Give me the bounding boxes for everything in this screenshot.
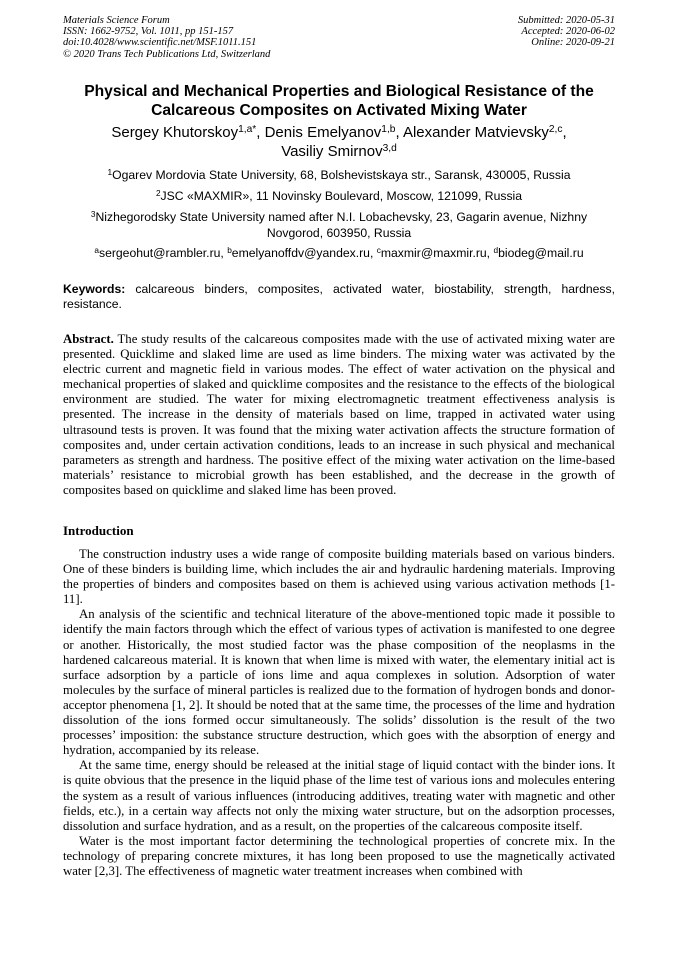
keywords xyxy=(63,282,615,311)
keywords-label: Keywords: xyxy=(63,282,126,296)
publication-dates xyxy=(518,15,615,49)
author: Denis Emelyanov$^{1,b}$, xyxy=(264,123,403,141)
section-heading-introduction: Introduction xyxy=(63,523,134,538)
affiliation-3: $^3$Nizhegorodsky State University named after N.I. Lobachevsky, 23, Gagarin avenue, Nizhny Novgorod, 603950, Russia xyxy=(90,208,588,240)
email-c[interactable]: maxmir@maxmir.ru, xyxy=(380,246,494,260)
email-b[interactable]: emelyanoffdv@yandex.ru, xyxy=(231,246,377,260)
abstract xyxy=(63,332,615,498)
keywords-text: calcareous binders, composites, activated water, biostability, strength, hardness, resistance. xyxy=(63,282,615,311)
paragraph: An analysis of the scientific and technical literature of the above-mentioned topic made it possible to identify the main factors through which the effect of various types of activation is manifested to one degree or another. Historically, the most studied factor was the phase composition of the neoplasms in the hardened calcareous material. It is known that when lime is mixed with water, the elementary initial act is surface adsorption by a particle of ions lime and aqua complexes in solution. Adsorption of water molecules by the surface of mineral particles is realized due to the formation of hydrogen bonds and donor-acceptor phenomena [1, 2]. It should be noted that at the same time, the processes of the lime and hydration dissolution of the ions formed occur simultaneously. The solids’ dissolution is the result of the two processes’ imposition: the substance structure destruction, which goes with the absorption of energy and hydration, accompanied by its release. xyxy=(63,607,615,758)
paragraph: Water is the most important factor determining the technological properties of concrete mix. In the technology of preparing concrete mixtures, it has long been proposed to use the magnetically activated water [2,3]. The effectiveness of magnetic water treatment increases when combined with xyxy=(63,833,615,878)
email-d[interactable]: biodeg@mail.ru xyxy=(498,246,584,260)
abstract-text: The study results of the calcareous composites made with the use of activated mixing water are presented. Quicklime and slaked lime are used as lime binders. The mixing water was activated by the electric current and magnetic field in various modes. The effect of water activation on the physical and mechanical properties of slaked and quicklime composites and the resistance to the effects of the biological environment are studied. The water for mixing electromagnetic treatment effectiveness analysis is presented. The increase in the density of materials based on lime, trapped in activated water using ultrasound tests is proven. It was found that the mixing water activation affects the structure formation of composites and, under certain activation conditions, leads to an increase in such physical and mechanical parameters as strength and hardness. The positive effect of the mixing water activation on the lime-based materials’ resistance to microbial growth has been established, and the decrease in the growth of composites based on quicklime and slaked lime has been proved. xyxy=(63,332,615,497)
paragraph: At the same time, energy should be released at the initial stage of liquid contact with the binder ions. It is quite obvious that the presence in the liquid phase of the lime test of various ions and molecules entering the system as a result of various influences (introducing additives, treating water with magnetic and other fields, etc.), in a certain way affects not only the mixing water structure, but on the adsorption processes, dissolution and surface hydration, and as a result, on the properties of the calcareous composite itself. xyxy=(63,758,615,833)
paper-title: Physical and Mechanical Properties and Biological Resistance of the Calcareous Composites on Activated Mixing Water xyxy=(84,83,594,119)
copyright: © 2020 Trans Tech Publications Ltd, Switzerland xyxy=(63,48,271,60)
doi: doi:10.4028/www.scientific.net/MSF.1011.151 xyxy=(63,37,257,49)
affiliation-1: $^1$Ogarev Mordovia State University, 68, Bolshevistskaya str., Saransk, 430005, Russia xyxy=(107,166,571,182)
paragraph: The construction industry uses a wide range of composite building materials based on various binders. One of these binders is building lime, which includes the air and hydraulic hardening materials. Improving the properties of binders and composites based on them is achieved using various activation methods [1-11]. xyxy=(63,547,615,607)
submitted-date: Submitted: 2020-05-31 xyxy=(517,15,615,26)
journal-info xyxy=(63,15,270,60)
abstract-label: Abstract. xyxy=(63,332,114,346)
accepted-date: Accepted: 2020-06-02 xyxy=(521,26,615,38)
author: Sergey Khutorskoy$^{1,a*}$, xyxy=(111,123,265,141)
author: Vasiliy Smirnov$^{3,d}$ xyxy=(281,142,397,160)
author-list xyxy=(63,123,615,161)
issn-volume: ISSN: 1662-9752, Vol. 1011, pp 151-157 xyxy=(63,26,234,38)
online-date: Online: 2020-09-21 xyxy=(531,37,615,49)
author-emails: $^a$sergeohut@rambler.ru, $^b$emelyanoffdv@yandex.ru, $^c$maxmir@maxmir.ru, $^d$biodeg@mail.ru xyxy=(94,244,584,260)
email-a[interactable]: sergeohut@rambler.ru, xyxy=(98,246,228,260)
introduction-body xyxy=(63,547,615,879)
author: Alexander Matvievsky$^{2,c}$, xyxy=(402,123,567,141)
journal-name: Materials Science Forum xyxy=(63,15,170,26)
affiliation-2: $^2$JSC «MAXMIR», 11 Novinsky Boulevard, Moscow, 121099, Russia xyxy=(155,187,523,203)
